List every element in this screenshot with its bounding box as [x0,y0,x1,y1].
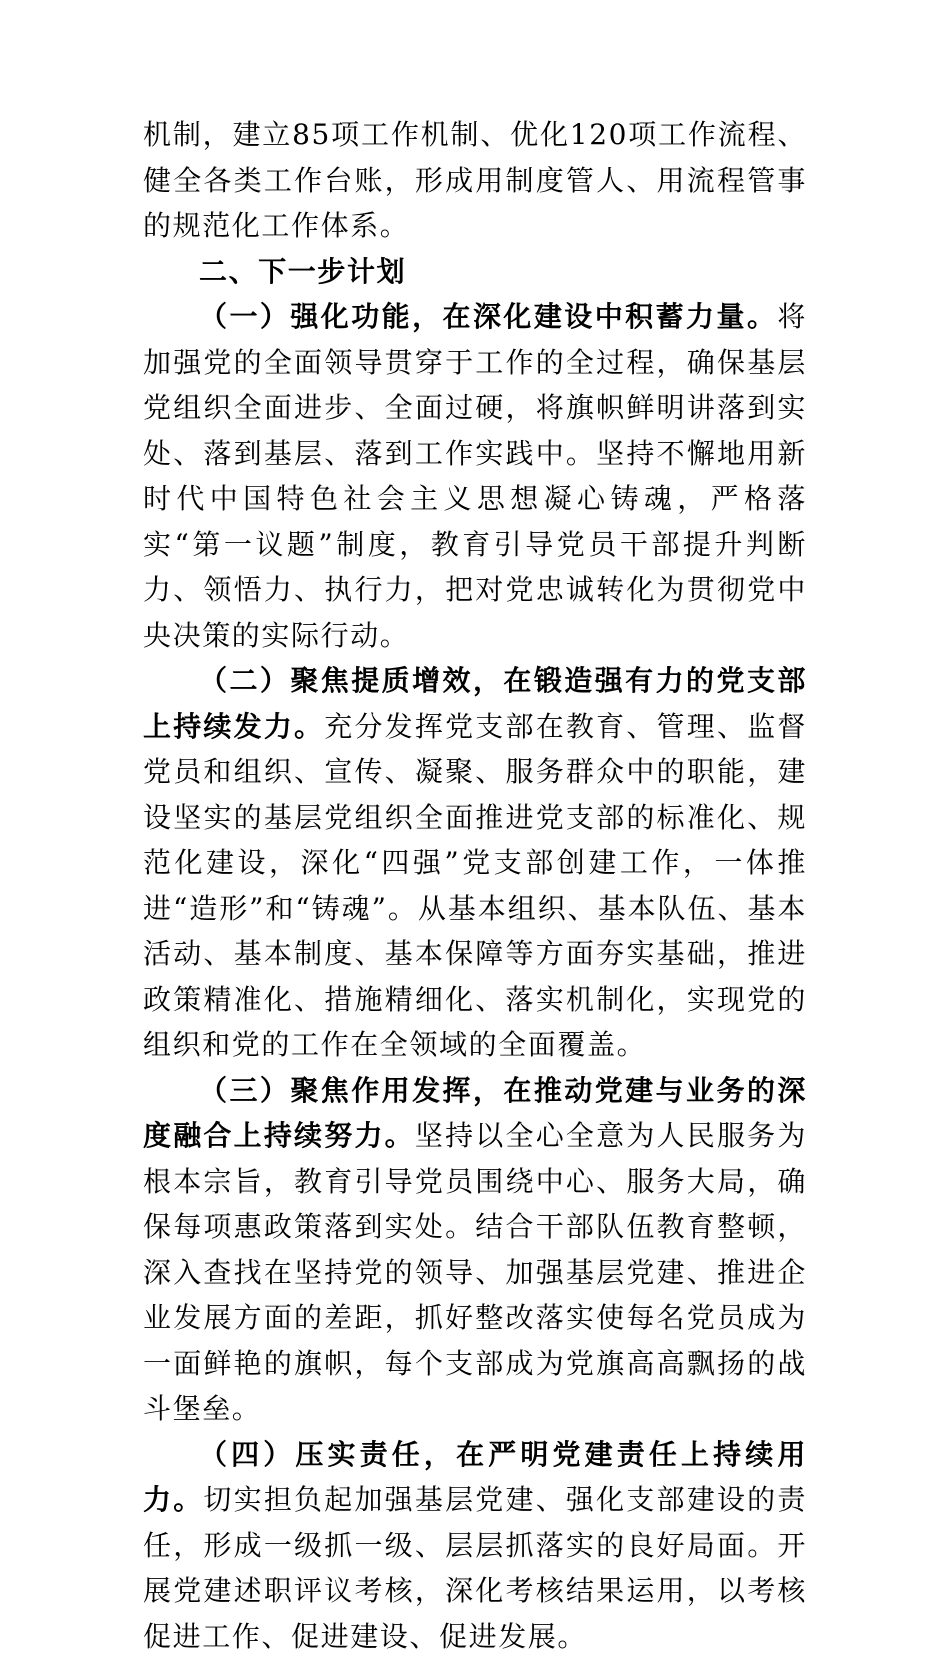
plan-item-2-body: 充分发挥党支部在教育、管理、监督党员和组织、宣传、凝聚、服务群众中的职能，建设坚实的基层党组织全面推进党支部的标准化、规范化建设，深化“四强”党支部创建工作，一体推进“造形”和“铸魂”。从基本组织、基本队伍、基本活动、基本制度、基本保障等方面夯实基础，推进政策精准化、措施精细化、落实机制化，实现党的组织和党的工作在全领域的全面覆盖。 [143,710,807,1062]
plan-item-1 [143,294,807,658]
plan-item-3-lead: （三）聚焦作用发挥，在推动党建与业务的深度融合上持续努力。 [143,1074,807,1153]
document-page [143,112,807,1659]
plan-item-2 [143,658,807,1068]
plan-item-4-body: 切实担负起加强基层党建、强化支部建设的责任，形成一级抓一级、层层抓落实的良好局面。开展党建述职评议考核，深化考核结果运用，以考核促进工作、促进建设、促进发展。 [143,1483,807,1653]
section-heading: 二、下一步计划 [143,249,807,295]
plan-item-3-body: 坚持以全心全意为人民服务为根本宗旨，教育引导党员围绕中心、服务大局，确保每项惠政策落到实处。结合干部队伍教育整顿，深入查找在坚持党的领导、加强基层党建、推进企业发展方面的差距，抓好整改落实使每名党员成为一面鲜艳的旗帜，每个支部成为党旗高高飘扬的战斗堡垒。 [143,1119,807,1425]
continuation-paragraph: 机制，建立85项工作机制、优化120项工作流程、健全各类工作台账，形成用制度管人、用流程管事的规范化工作体系。 [143,112,807,249]
plan-item-4-lead: （四）压实责任，在严明党建责任上持续用力。 [143,1438,807,1517]
plan-item-1-lead: （一）强化功能，在深化建设中积蓄力量。 [199,300,777,333]
plan-item-3 [143,1068,807,1432]
plan-item-4 [143,1432,807,1659]
plan-item-2-lead: （二）聚焦提质增效，在锻造强有力的党支部上持续发力。 [143,664,807,743]
plan-item-1-body: 将加强党的全面领导贯穿于工作的全过程，确保基层党组织全面进步、全面过硬，将旗帜鲜明讲落到实处、落到基层、落到工作实践中。坚持不懈地用新时代中国特色社会主义思想凝心铸魂，严格落实“第一议题”制度，教育引导党员干部提升判断力、领悟力、执行力，把对党忠诚转化为贯彻党中央决策的实际行动。 [143,300,807,652]
